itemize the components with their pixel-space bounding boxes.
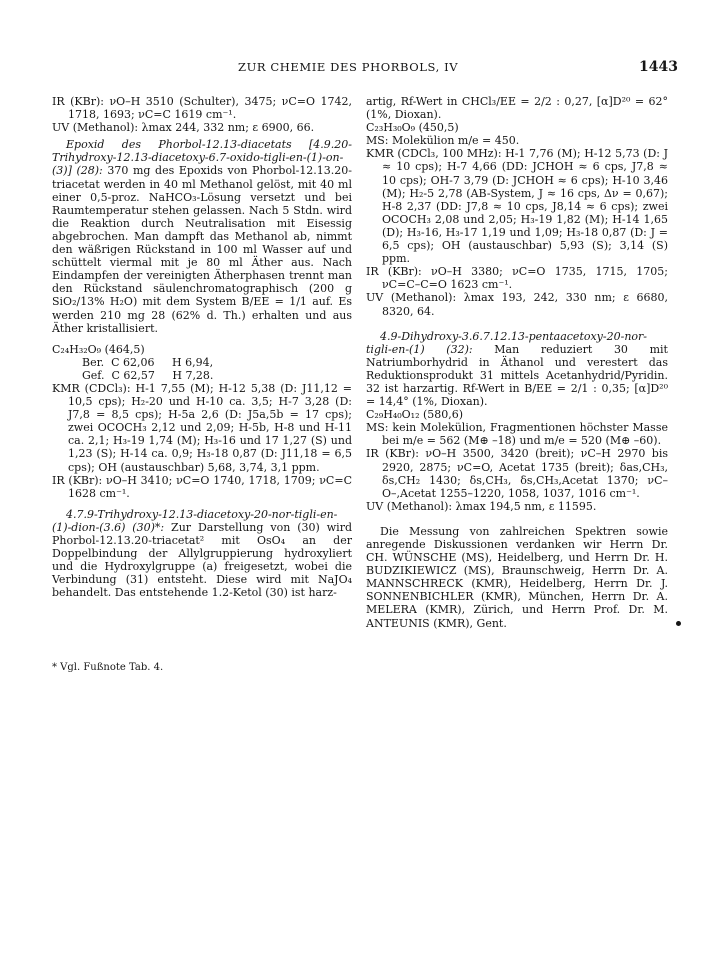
uv-spectrum-entry-30: UV (Methanol): λmax 193, 242, 330 nm; ε 6680, 8320, 64. xyxy=(366,291,668,318)
uv-spectrum-entry: UV (Methanol): λmax 244, 332 nm; ε 6900, 66. xyxy=(52,121,315,135)
pentaacetoxy-heading: 4.9-Dihydroxy-3.6.7.12.13-pentaacetoxy-20-nor-tigli-en-(1) (32): xyxy=(366,329,648,356)
uv-spectrum-entry-32: UV (Methanol): λmax 194,5 nm, ε 11595. xyxy=(366,499,597,513)
dione-heading: 4.7.9-Trihydroxy-12.13-diacetoxy-20-nor-tigli-en-(1)-dion-(3.6) (30)*: xyxy=(52,507,338,534)
page-number: 1443 xyxy=(639,59,678,75)
margin-bullet-mark xyxy=(676,621,681,626)
kmr-spectrum-entry-30: KMR (CDCl₃, 100 MHz): H-1 7,76 (M); H-12 5,73 (D: J ≈ 10 cps); H-7 4,66 (DD: JCHOH ≈ 6 cps, J7,8 ≈ 10 cps); OH-7 3,79 (D: JCHOH ≈ 6 cps); H-10 3,46 (M); H₂-5 2,78 (AB-System, J ≈ 16 cps, Δν = 0,67); H-8 2,37 (DD: J7,8 ≈ 10 cps, J8,14 ≈ 6 cps); zwei OCOCH₃ 2,08 und 2,05; H₃-19 1,82 (M); H-14 1,65 (D); H₃-16, H₃-17 1,19 und 1,09; H₃-18 0,87 (D: J = 6,5 cps); OH (austauschbar) 5,93 (S); 3,14 (S) ppm. xyxy=(366,147,668,266)
right-column xyxy=(366,95,668,630)
continuation-text: artig, Rf-Wert in CHCl₃/EE = 2/2 : 0,27, [α]D²⁰ = 62° (1%, Dioxan). xyxy=(366,95,668,122)
molecular-formula-32: C₂₉H₄₀O₁₂ (580,6) xyxy=(366,408,464,422)
footnote: * Vgl. Fußnote Tab. 4. xyxy=(52,662,164,673)
left-column xyxy=(52,95,352,599)
running-title: ZUR CHEMIE DES PHORBOLS, IV xyxy=(238,60,459,74)
molecular-formula: C₂₄H₃₂O₉ (464,5) xyxy=(52,342,145,356)
dione-body: Zur Darstellung von (30) wird Phorbol-12.13.20-triacetat² mit OsO₄ an der Doppelbindung der Allylgruppierung hydroxyliert und die Hydroxylgruppe (a) freigesetzt, wobei die Verbindung (31) entsteht. Diese wird mit NaJO₄ behandelt. Das entstehende 1.2-Ketol (30) ist harz- xyxy=(52,520,352,600)
epoxide-body: 370 mg des Epoxids von Phorbol-12.13.20-triacetat werden in 40 ml Methanol gelöst, mit 40 ml einer 0,5-proz. NaHCO₃-Lösung versetzt und bei Raumtemperatur stehen gelassen. Nach 5 Stdn. wird die Reaktion durch Neutralisation mit Eisessig abgebrochen. Man dampft das Methanol ab, nimmt den wäßrigen Rückstand in 100 ml Wasser auf und schüttelt viermal mit je 80 ml Äther aus. Nach Eindampfen der vereinigten Ätherphasen trennt man den Rückstand säulenchromatographisch (200 g SiO₂/13% H₂O) mit dem System B/EE = 1/1 auf. Es werden 210 mg 28 (62% d. Th.) erhalten und aus Äther kristallisiert. xyxy=(52,164,353,335)
ir-spectrum-entry-32: IR (KBr): νO–H 3500, 3420 (breit); νC–H 2970 bis 2920, 2875; νC=O, Acetat 1735 (breit); δas,CH₃, δs,CH₂ 1430; δs,CH₃, δs,CH₃,Acetat 1370; νC–O–,Acetat 1255–1220, 1058, 1037, 1016 cm⁻¹. xyxy=(366,447,668,500)
analysis-calculated: Ber. C 62,06 H 6,94, xyxy=(82,355,214,369)
epoxide-heading: Epoxid des Phorbol-12.13-diacetats [4.9.20-Trihydroxy-12.13-diacetoxy-6.7-oxido-tigli-en-(1)-on-(3)] (28): xyxy=(52,138,352,178)
pentaacetoxy-procedure xyxy=(366,330,668,409)
pentaacetoxy-body: Man reduziert 30 mit Natriumborhydrid in Äthanol und verestert das Reduktionsprodukt 31 mittels Acetanhydrid/Pyridin. 32 ist harzartig. Rf-Wert in B/EE = 2/1 : 0,35; [α]D²⁰ = 14,4° (1%, Dioxan). xyxy=(366,342,668,409)
running-head xyxy=(0,60,719,76)
dione-procedure xyxy=(52,508,352,600)
ms-spectrum-entry-30: MS: Molekülion m/e = 450. xyxy=(366,134,520,148)
ir-spectrum-entry-28: IR (KBr): νO–H 3410; νC=O 1740, 1718, 1709; νC=C 1628 cm⁻¹. xyxy=(52,473,352,500)
ir-spectrum-entry: IR (KBr): νO–H 3510 (Schulter), 3475; νC=O 1742, 1718, 1693; νC=C 1619 cm⁻¹. xyxy=(52,95,352,122)
analysis-found: Gef. C 62,57 H 7,28. xyxy=(82,368,214,382)
acknowledgement: Die Messung von zahlreichen Spektren sowie anregende Diskussionen verdanken wir Herrn Dr. CH. WÜNSCHE (MS), Heidelberg, und Herrn Dr. H. BUDZIKIEWICZ (MS), Braunschweig, Herrn Dr. A. MANNSCHRECK (KMR), Heidelberg, Herrn Dr. J. SONNENBICHLER (KMR), München, Herrn Dr. A. MELERA (KMR), Zürich, und Herrn Prof. Dr. M. ANTEUNIS (KMR), Gent. xyxy=(366,524,668,630)
ir-spectrum-entry-30: IR (KBr): νO–H 3380; νC=O 1735, 1715, 1705; νC=C–C=O 1623 cm⁻¹. xyxy=(366,265,668,292)
molecular-formula-30: C₂₃H₃₀O₉ (450,5) xyxy=(366,121,459,135)
epoxide-procedure xyxy=(52,138,352,334)
ms-spectrum-entry-32: MS: kein Molekülion, Fragmentionen höchster Masse bei m/e = 562 (M⊕ –18) und m/e = 520 (M⊕ –60). xyxy=(366,421,668,448)
kmr-spectrum-entry: KMR (CDCl₃): H-1 7,55 (M); H-12 5,38 (D: J11,12 = 10,5 cps); H₂-20 und H-10 ca. 3,5; H-7 3,28 (D: J7,8 = 8,5 cps); H-5a 2,6 (D: J5a,5b = 17 cps); zwei OCOCH₃ 2,12 und 2,09; H-5b, H-8 und H-11 ca. 2,1; H₃-19 1,74 (M); H₃-16 und 17 1,27 (S) und 1,23 (S); H-14 ca. 0,9; H₃-18 0,87 (D: J11,18 = 6,5 cps); OH (austauschbar) 5,68, 3,74, 3,1 ppm. xyxy=(52,381,352,474)
